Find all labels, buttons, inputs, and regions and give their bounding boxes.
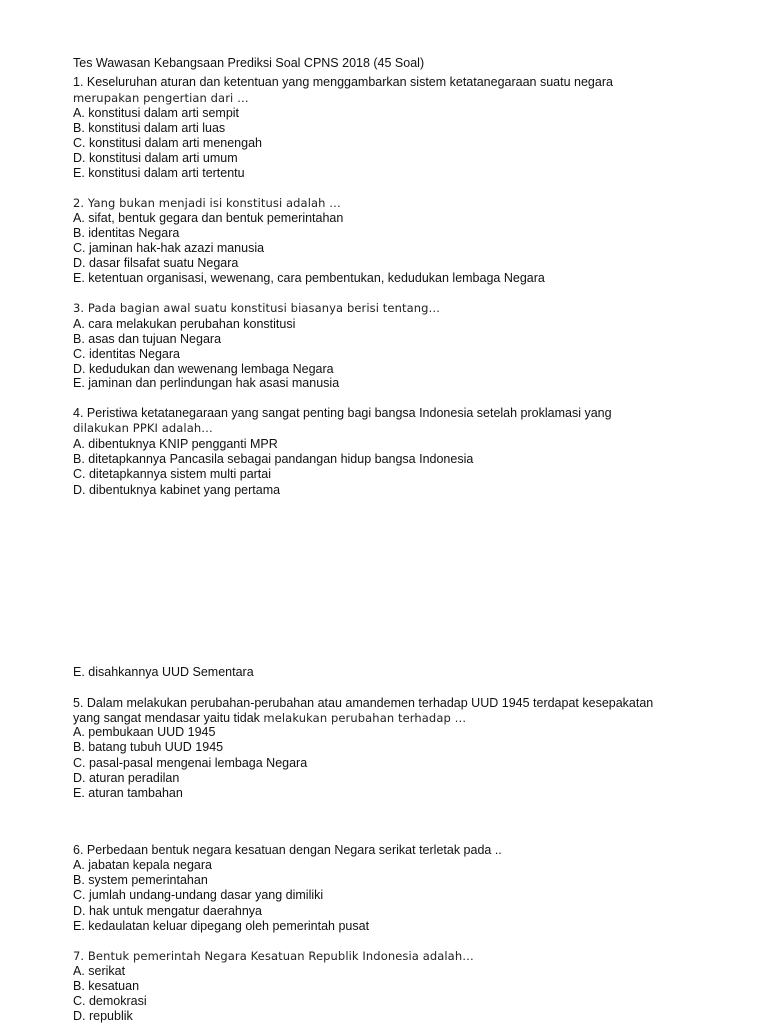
- question-5-option-e: E. aturan tambahan: [73, 786, 183, 800]
- question-5-option-b: B. batang tubuh UUD 1945: [73, 740, 224, 754]
- question-4-option-c: C. ditetapkannya sistem multi partai: [73, 467, 272, 481]
- document-title: Tes Wawasan Kebangsaan Prediksi Soal CPNS 2018 (45 Soal): [73, 56, 425, 70]
- question-6-text: 6. Perbedaan bentuk negara kesatuan dengan Negara serikat terletak pada ..: [73, 843, 502, 857]
- question-4-option-e: E. disahkannya UUD Sementara: [73, 665, 254, 679]
- question-7-option-a: A. serikat: [73, 964, 126, 978]
- question-2-option-c: C. jaminan hak-hak azazi manusia: [73, 241, 265, 255]
- question-5-option-d: D. aturan peradilan: [73, 771, 180, 785]
- question-6-option-c: C. jumlah undang-undang dasar yang dimiliki: [73, 888, 324, 902]
- question-5-text-line-2a: yang sangat mendasar yaitu tidak: [73, 711, 264, 725]
- question-7-option-b: B. kesatuan: [73, 979, 140, 993]
- question-2-option-b: B. identitas Negara: [73, 226, 180, 240]
- question-3-option-a: A. cara melakukan perubahan konstitusi: [73, 317, 296, 331]
- question-3-text: 3. Pada bagian awal suatu konstitusi biasanya berisi tentang…: [73, 301, 441, 315]
- question-6-option-d: D. hak untuk mengatur daerahnya: [73, 904, 263, 918]
- question-3-option-d: D. kedudukan dan wewenang lembaga Negara: [73, 362, 334, 376]
- question-5-text-line-2b: melakukan perubahan terhadap …: [263, 711, 467, 725]
- question-3-option-e: E. jaminan dan perlindungan hak asasi manusia: [73, 376, 340, 390]
- question-3-option-c: C. identitas Negara: [73, 347, 181, 361]
- question-2-text: 2. Yang bukan menjadi isi konstitusi adalah …: [73, 196, 341, 210]
- question-2-option-d: D. dasar filsafat suatu Negara: [73, 256, 239, 270]
- question-5-text-line-2: [73, 711, 466, 726]
- question-1-option-d: D. konstitusi dalam arti umum: [73, 151, 238, 165]
- question-1-option-c: C. konstitusi dalam arti menengah: [73, 136, 262, 150]
- question-1-option-b: B. konstitusi dalam arti luas: [73, 121, 226, 135]
- question-6-option-b: B. system pemerintahan: [73, 873, 208, 887]
- question-6-option-a: A. jabatan kepala negara: [73, 858, 212, 872]
- question-5-text-line-1: 5. Dalam melakukan perubahan-perubahan atau amandemen terhadap UUD 1945 terdapat kesepakatan: [73, 696, 654, 710]
- question-1-text-line-1: 1. Keseluruhan aturan dan ketentuan yang menggambarkan sistem ketatanegaraan suatu negara: [73, 75, 613, 89]
- question-7-option-d: D. republik: [73, 1009, 133, 1023]
- question-4-option-d: D. dibentuknya kabinet yang pertama: [73, 483, 281, 497]
- question-7-text: 7. Bentuk pemerintah Negara Kesatuan Republik Indonesia adalah…: [73, 949, 474, 963]
- question-1-option-a: A. konstitusi dalam arti sempit: [73, 106, 240, 120]
- question-1-option-e: E. konstitusi dalam arti tertentu: [73, 166, 245, 180]
- question-2-option-a: A. sifat, bentuk gegara dan bentuk pemerintahan: [73, 211, 344, 225]
- question-5-option-a: A. pembukaan UUD 1945: [73, 725, 216, 739]
- question-3-option-b: B. asas dan tujuan Negara: [73, 332, 222, 346]
- question-5-option-c: C. pasal-pasal mengenai lembaga Negara: [73, 756, 308, 770]
- question-4-text-line-2: dilakukan PPKI adalah…: [73, 421, 213, 435]
- question-4-text-line-1: 4. Peristiwa ketatanegaraan yang sangat penting bagi bangsa Indonesia setelah proklamasi yang: [73, 406, 612, 420]
- question-6-option-e: E. kedaulatan keluar dipegang oleh pemerintah pusat: [73, 919, 370, 933]
- question-4-option-b: B. ditetapkannya Pancasila sebagai pandangan hidup bangsa Indonesia: [73, 452, 474, 466]
- question-4-option-a: A. dibentuknya KNIP pengganti MPR: [73, 437, 278, 451]
- question-1-text-line-2: merupakan pengertian dari …: [73, 91, 249, 105]
- question-2-option-e: E. ketentuan organisasi, wewenang, cara pembentukan, kedudukan lembaga Negara: [73, 271, 545, 285]
- question-7-option-c: C. demokrasi: [73, 994, 147, 1008]
